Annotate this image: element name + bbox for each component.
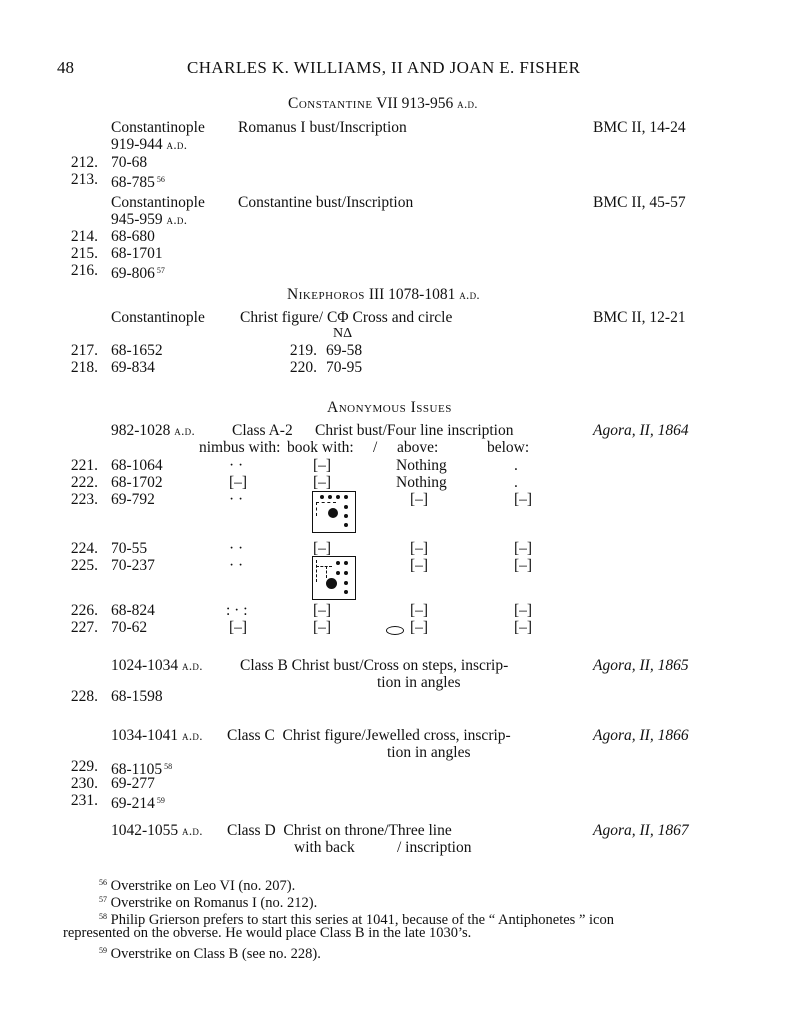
item-number: 228. xyxy=(70,688,98,705)
item-number: 231. xyxy=(70,792,98,809)
item-number: 216. xyxy=(70,262,98,279)
date-range: 919-944 a.d. xyxy=(111,136,188,153)
above-value: [–] xyxy=(410,540,429,557)
item-number: 215. xyxy=(70,245,98,262)
class-label: Class A-2 xyxy=(232,422,293,439)
above-value: Nothing xyxy=(396,474,447,491)
item-number: 220. xyxy=(289,359,317,376)
inventory-number: 70-68 xyxy=(111,154,148,171)
inventory-number: 68-1064 xyxy=(111,457,163,474)
reference: BMC II, 14-24 xyxy=(593,119,686,136)
inventory-number: 68-1652 xyxy=(111,342,163,359)
nimbus-value: · · xyxy=(229,540,244,557)
coin-type: Christ figure/ CΦ Cross and circle xyxy=(240,309,453,326)
inventory-number: 70-95 xyxy=(326,359,363,376)
nimbus-value: [–] xyxy=(229,474,248,491)
below-value: [–] xyxy=(514,602,533,619)
inventory-number: 70-237 xyxy=(111,557,155,574)
page-number: 48 xyxy=(57,58,74,77)
nimbus-value: · · xyxy=(229,491,244,508)
coin-type-monogram: NΔ xyxy=(333,326,353,341)
date-range: 945-959 a.d. xyxy=(111,211,188,228)
inventory-number: 68-785 $^{56}$ xyxy=(111,174,165,191)
footnote: $^{57}$ Overstrike on Romanus I (no. 212). xyxy=(99,895,318,911)
section-title-constantine: Constantine VII 913-956 a.d. xyxy=(288,95,478,112)
book-value: [–] xyxy=(313,602,332,619)
above-value: [–] xyxy=(410,602,429,619)
coin-type-continued: / inscription xyxy=(397,839,472,856)
item-number: 224. xyxy=(70,540,98,557)
footnote: $^{56}$ Overstrike on Leo VI (no. 207). xyxy=(99,878,296,894)
column-header-slash: / xyxy=(373,439,378,456)
date-range: 1042-1055 a.d. xyxy=(111,822,203,839)
book-value: [–] xyxy=(313,619,332,636)
inventory-number: 70-62 xyxy=(111,619,148,636)
column-header-below: below: xyxy=(487,439,530,456)
below-value: [–] xyxy=(514,619,533,636)
item-number: 230. xyxy=(70,775,98,792)
item-number: 217. xyxy=(70,342,98,359)
above-value: Nothing xyxy=(396,457,447,474)
coin-type: Constantine bust/Inscription xyxy=(238,194,414,211)
nimbus-value: [–] xyxy=(229,619,248,636)
inventory-number: 68-1105 $^{58}$ xyxy=(111,761,173,778)
coin-type: Class D Christ on throne/Three line xyxy=(227,822,452,839)
book-cover-diagram xyxy=(312,556,358,602)
inventory-number: 68-1598 xyxy=(111,688,163,705)
item-number: 227. xyxy=(70,619,98,636)
section-title-anonymous: Anonymous Issues xyxy=(327,399,452,416)
column-header-above: above: xyxy=(397,439,439,456)
book-cover-diagram xyxy=(312,491,358,535)
reference: Agora, II, 1866 xyxy=(593,727,689,744)
below-value: [–] xyxy=(514,557,533,574)
footnote-ref: 57 xyxy=(156,266,165,275)
above-value: [–] xyxy=(410,491,429,508)
footnote-ref: 59 xyxy=(156,796,165,805)
mint: Constantinople xyxy=(111,309,205,326)
below-value: [–] xyxy=(514,491,533,508)
date-range: 982-1028 a.d. xyxy=(111,422,195,439)
footnote-ref: 56 xyxy=(156,175,165,184)
item-number: 219. xyxy=(289,342,317,359)
item-number: 213. xyxy=(70,171,98,188)
reference: Agora, II, 1867 xyxy=(593,822,689,839)
reference: BMC II, 12-21 xyxy=(593,309,686,326)
item-number: 218. xyxy=(70,359,98,376)
nimbus-value: · · xyxy=(229,557,244,574)
inventory-number: 70-55 xyxy=(111,540,148,557)
inventory-number: 68-1701 xyxy=(111,245,163,262)
reference: Agora, II, 1864 xyxy=(593,422,689,439)
inventory-number: 69-834 xyxy=(111,359,155,376)
item-number: 226. xyxy=(70,602,98,619)
item-number: 225. xyxy=(70,557,98,574)
item-number: 221. xyxy=(70,457,98,474)
mint: Constantinople xyxy=(111,119,205,136)
footnote-continued: represented on the obverse. He would place Class B in the late 1030’s. xyxy=(63,925,472,941)
footnote: $^{59}$ Overstrike on Class B (see no. 228). xyxy=(99,946,321,962)
item-number: 222. xyxy=(70,474,98,491)
inventory-number: 69-792 xyxy=(111,491,155,508)
date-range: 1034-1041 a.d. xyxy=(111,727,203,744)
column-header-book: book with: xyxy=(287,439,354,456)
item-number: 212. xyxy=(70,154,98,171)
item-number: 223. xyxy=(70,491,98,508)
below-value: . xyxy=(514,457,518,474)
coin-type: Romanus I bust/Inscription xyxy=(238,119,407,136)
nimbus-value: · · xyxy=(229,457,244,474)
coin-type: Christ bust/Four line inscription xyxy=(315,422,514,439)
coin-type-continued: tion in angles xyxy=(377,674,461,691)
coin-type-continued: with back xyxy=(294,839,355,856)
coin-type: Class B Christ bust/Cross on steps, inscrip- xyxy=(240,657,509,674)
book-value: [–] xyxy=(313,474,332,491)
above-value: [–] xyxy=(410,557,429,574)
book-value: [–] xyxy=(313,457,332,474)
inventory-number: 68-1702 xyxy=(111,474,163,491)
footnote: $^{58}$ Philip Grierson prefers to start this series at 1041, because of the “ Antiphonetes ” icon xyxy=(99,912,614,928)
coin-type-continued: tion in angles xyxy=(387,744,471,761)
inventory-number: 69-806 $^{57}$ xyxy=(111,265,165,282)
above-value: [–] xyxy=(410,619,429,636)
inventory-number: 68-824 xyxy=(111,602,155,619)
inventory-number: 68-680 xyxy=(111,228,155,245)
reference: BMC II, 45-57 xyxy=(593,194,686,211)
date-range: 1024-1034 a.d. xyxy=(111,657,203,674)
inventory-number: 69-58 xyxy=(326,342,363,359)
column-header-nimbus: nimbus with: xyxy=(199,439,281,456)
oval-symbol xyxy=(386,626,404,635)
section-title-nikephoros: Nikephoros III 1078-1081 a.d. xyxy=(287,286,480,303)
item-number: 229. xyxy=(70,758,98,775)
nimbus-value: : · : xyxy=(226,602,248,619)
inventory-number: 69-277 xyxy=(111,775,155,792)
footnote-ref: 58 xyxy=(164,762,173,771)
mint: Constantinople xyxy=(111,194,205,211)
running-header: CHARLES K. WILLIAMS, II AND JOAN E. FISHER xyxy=(187,58,581,77)
inventory-number: 69-214 $^{59}$ xyxy=(111,795,165,812)
coin-type: Class C Christ figure/Jewelled cross, inscrip- xyxy=(227,727,511,744)
below-value: . xyxy=(514,474,518,491)
reference: Agora, II, 1865 xyxy=(593,657,689,674)
book-value: [–] xyxy=(313,540,332,557)
item-number: 214. xyxy=(70,228,98,245)
below-value: [–] xyxy=(514,540,533,557)
